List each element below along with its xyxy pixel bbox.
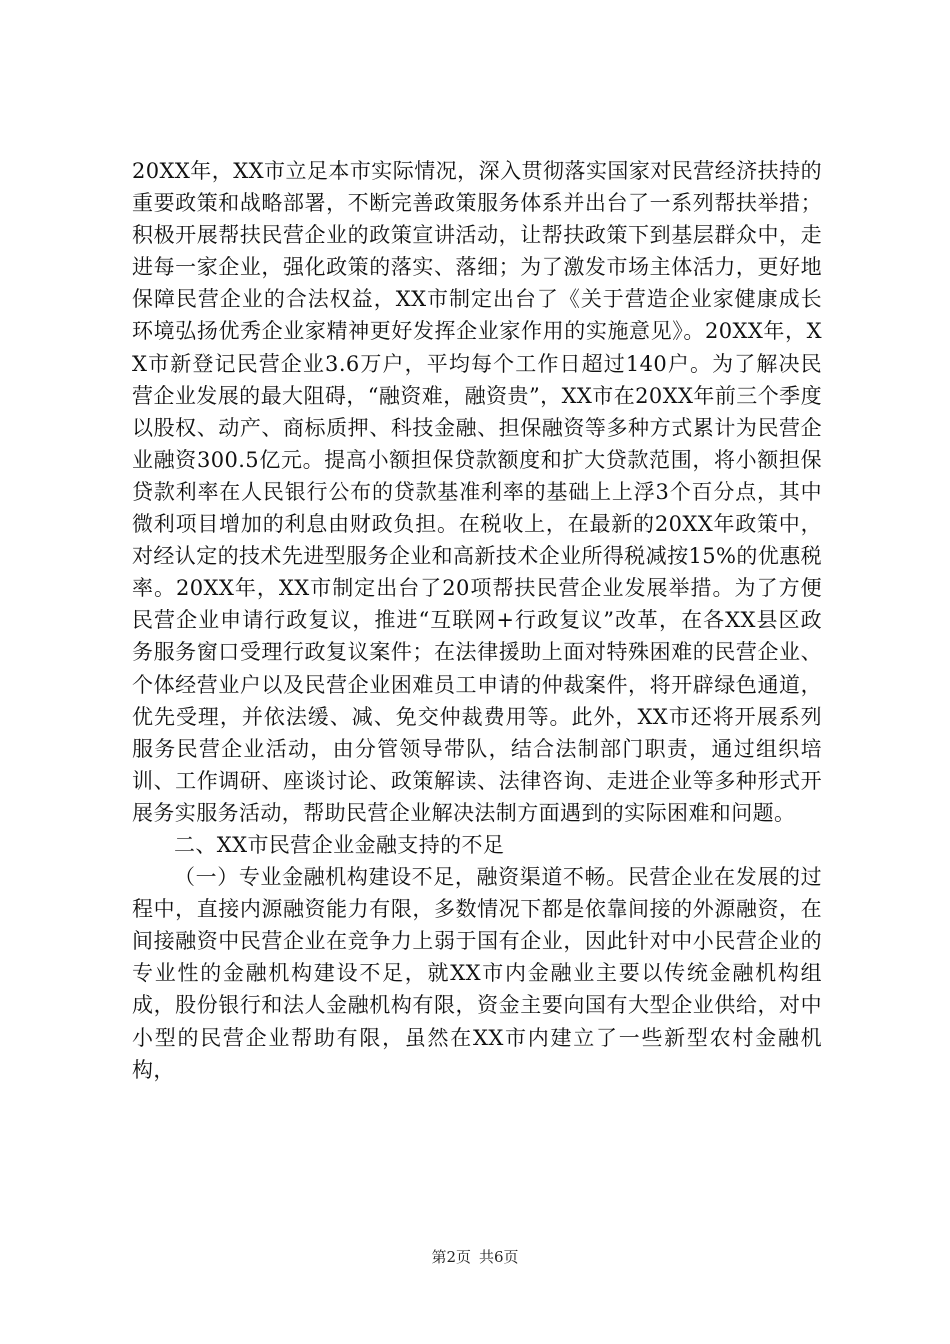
page-number-current: 第2页 xyxy=(431,1248,471,1266)
document-body xyxy=(132,155,822,1086)
paragraph-financial-institutions: （一）专业金融机构建设不足，融资渠道不畅。民营企业在发展的过程中，直接内源融资能力有限，多数情况下都是依靠间接的外源融资，在间接融资中民营企业在竞争力上弱于国有企业，因此针对中小民营企业的专业性的金融机构建设不足，就XX市内金融业主要以传统金融机构组成，股份银行和法人金融机构有限，资金主要向国有大型企业供给，对中小型的民营企业帮助有限，虽然在XX市内建立了一些新型农村金融机构， xyxy=(132,865,822,1082)
paragraph-policy-overview: 20XX年，XX市立足本市实际情况，深入贯彻落实国家对民营经济扶持的重要政策和战略部署，不断完善政策服务体系并出台了一系列帮扶举措；积极开展帮扶民营企业的政策宣讲活动，让帮扶政策下到基层群众中，走进每一家企业，强化政策的落实、落细；为了激发市场主体活力，更好地保障民营企业的合法权益，XX市制定出台了《关于营造企业家健康成长环境弘扬优秀企业家精神更好发挥企业家作用的实施意见》。20XX年，XX市新登记民营企业3.6万户，平均每个工作日超过140户。为了解决民营企业发展的最大阻碍，“融资难，融资贵”，XX市在20XX年前三个季度以股权、动产、商标质押、科技金融、担保融资等多种方式累计为民营企业融资300.5亿元。提高小额担保贷款额度和扩大贷款范围，将小额担保贷款利率在人民银行公布的贷款基准利率的基础上上浮3个百分点，其中微利项目增加的利息由财政负担。在税收上，在最新的20XX年政策中，对经认定的技术先进型服务企业和高新技术企业所得税减按15%的优惠税率。20XX年，XX市制定出台了20项帮扶民营企业发展举措。为了方便民营企业申请行政复议，推进“互联网+行政复议”改革，在各XX县区政务服务窗口受理行政复议案件；在法律援助上面对特殊困难的民营企业、个体经营业户以及民营企业困难员工申请的仲裁案件，将开辟绿色通道，优先受理，并依法缓、减、免交仲裁费用等。此外，XX市还将开展系列服务民营企业活动，由分管领导带队，结合法制部门职责，通过组织培训、工作调研、座谈讨论、政策解读、法律咨询、走进企业等多种形式开展务实服务活动，帮助民营企业解决法制方面遇到的实际困难和问题。 xyxy=(132,159,822,825)
page-number-total: 共6页 xyxy=(479,1248,519,1266)
page-footer xyxy=(0,1246,950,1267)
section-heading: 二、XX市民营企业金融支持的不足 xyxy=(174,832,505,857)
